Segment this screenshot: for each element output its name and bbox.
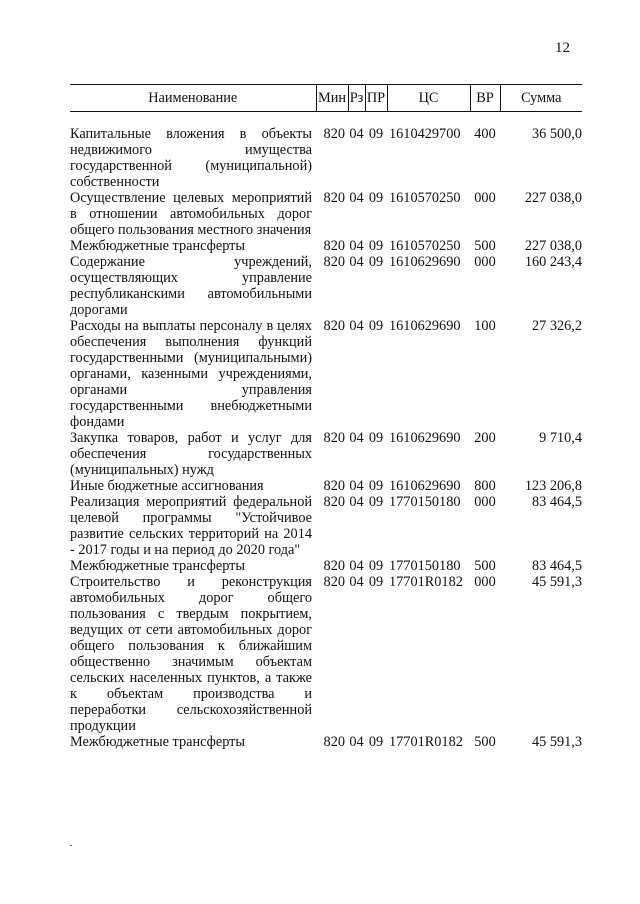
cell-min: 820 [323,734,345,750]
table-row [70,238,582,254]
cell-sum: 83 464,5 [531,494,582,510]
cell-rz: 04 [349,318,364,334]
header-spacer [70,112,582,127]
cell-sum: 83 464,5 [531,558,582,574]
cell-rz: 04 [349,558,364,574]
cell-cs: 1610570250 [389,190,461,206]
cell-rz: 04 [349,430,364,446]
cell-min: 820 [323,430,345,446]
cell-name: Осуществление целевых мероприятий в отношении автомобильных дорог общего пользования местного значения [70,190,312,238]
table-row [70,558,582,574]
cell-pr: 09 [368,318,384,334]
cell-cs: 1610629690 [389,430,461,446]
cell-cs: 1770150180 [389,494,461,510]
cell-cs: 1610570250 [389,238,461,254]
cell-rz: 04 [349,734,364,750]
cell-rz: 04 [349,254,364,270]
cell-min: 820 [323,558,345,574]
cell-min: 820 [323,190,345,206]
cell-rz: 04 [349,190,364,206]
cell-min: 820 [323,126,345,142]
cell-vr: 000 [474,190,496,206]
cell-vr: 200 [474,430,496,446]
cell-vr: 800 [474,478,496,494]
cell-cs: 1610629690 [389,318,461,334]
table-row [70,734,582,750]
cell-cs: 1610629690 [389,478,461,494]
cell-name: Межбюджетные трансферты [70,238,246,254]
header-pr: ПР [365,85,387,112]
cell-name: Закупка товаров, работ и услуг для обеспечения государственных (муниципальных) нужд [70,430,312,478]
cell-pr: 09 [368,574,384,590]
cell-pr: 09 [368,126,384,142]
cell-vr: 500 [474,734,496,750]
cell-sum: 45 591,3 [531,734,582,750]
cell-sum: 9 710,4 [539,430,582,446]
cell-sum: 227 038,0 [524,238,582,254]
table-row [70,126,582,190]
cell-sum: 27 326,2 [531,318,582,334]
header-name: Наименование [70,85,316,112]
cell-rz: 04 [349,238,364,254]
cell-sum: 45 591,3 [531,574,582,590]
cell-cs: 1610429700 [389,126,461,142]
cell-name: Реализация мероприятий федеральной целевой программы "Устойчивое развитие сельских территорий на 2014 - 2017 годы и на период до 2020 года" [70,494,312,558]
table-row [70,318,582,430]
cell-min: 820 [323,254,345,270]
cell-sum: 227 038,0 [524,190,582,206]
cell-min: 820 [323,318,345,334]
table-row [70,478,582,494]
cell-rz: 04 [349,478,364,494]
cell-min: 820 [323,478,345,494]
cell-pr: 09 [368,558,384,574]
table-row [70,494,582,558]
table-row [70,190,582,238]
header-sum: Сумма [500,85,582,112]
cell-pr: 09 [368,254,384,270]
cell-pr: 09 [368,238,384,254]
header-min: Мин [316,85,348,112]
cell-min: 820 [323,574,345,590]
cell-vr: 500 [474,238,496,254]
cell-vr: 100 [474,318,496,334]
cell-sum: 36 500,0 [531,126,582,142]
cell-vr: 500 [474,558,496,574]
table-row [70,430,582,478]
cell-sum: 160 243,4 [524,254,582,270]
cell-pr: 09 [368,494,384,510]
cell-name: Расходы на выплаты персоналу в целях обеспечения выполнения функций государственными (муниципальными) органами, казенными учреждениями, органами управления государственными внебюджетными фондами [70,318,312,430]
cell-vr: 000 [474,574,496,590]
cell-cs: 17701R0182 [389,734,463,750]
header-cs: ЦС [387,85,470,112]
footer-mark [70,845,72,846]
table-header-row [70,85,582,112]
cell-name: Межбюджетные трансферты [70,558,246,574]
cell-cs: 17701R0182 [389,574,463,590]
cell-pr: 09 [368,190,384,206]
cell-name: Строительство и реконструкция автомобильных дорог общего пользования с твердым покрытием, ведущих от сети автомобильных дорог общего пользования к ближайшим общественно значимым объектам сельских населенных пунктов, а также к объектам производства и переработки сельскохозяйственной продукции [70,574,312,734]
cell-min: 820 [323,494,345,510]
cell-rz: 04 [349,574,364,590]
cell-sum: 123 206,8 [524,478,582,494]
page-number: 12 [555,40,570,56]
cell-pr: 09 [368,478,384,494]
cell-pr: 09 [368,734,384,750]
cell-name: Содержание учреждений, осуществляющих управление республиканскими автомобильными дорогами [70,254,312,318]
cell-pr: 09 [368,430,384,446]
header-rz: Рз [348,85,365,112]
cell-rz: 04 [349,126,364,142]
cell-vr: 400 [474,126,496,142]
cell-name: Иные бюджетные ассигнования [70,478,264,494]
cell-cs: 1770150180 [389,558,461,574]
cell-rz: 04 [349,494,364,510]
header-vr: ВР [470,85,500,112]
budget-table [70,84,582,750]
cell-vr: 000 [474,254,496,270]
cell-name: Капитальные вложения в объекты недвижимого имущества государственной (муниципальной) собственности [70,126,312,190]
cell-cs: 1610629690 [389,254,461,270]
cell-min: 820 [323,238,345,254]
table-row [70,574,582,734]
cell-vr: 000 [474,494,496,510]
table-row [70,254,582,318]
cell-name: Межбюджетные трансферты [70,734,246,750]
